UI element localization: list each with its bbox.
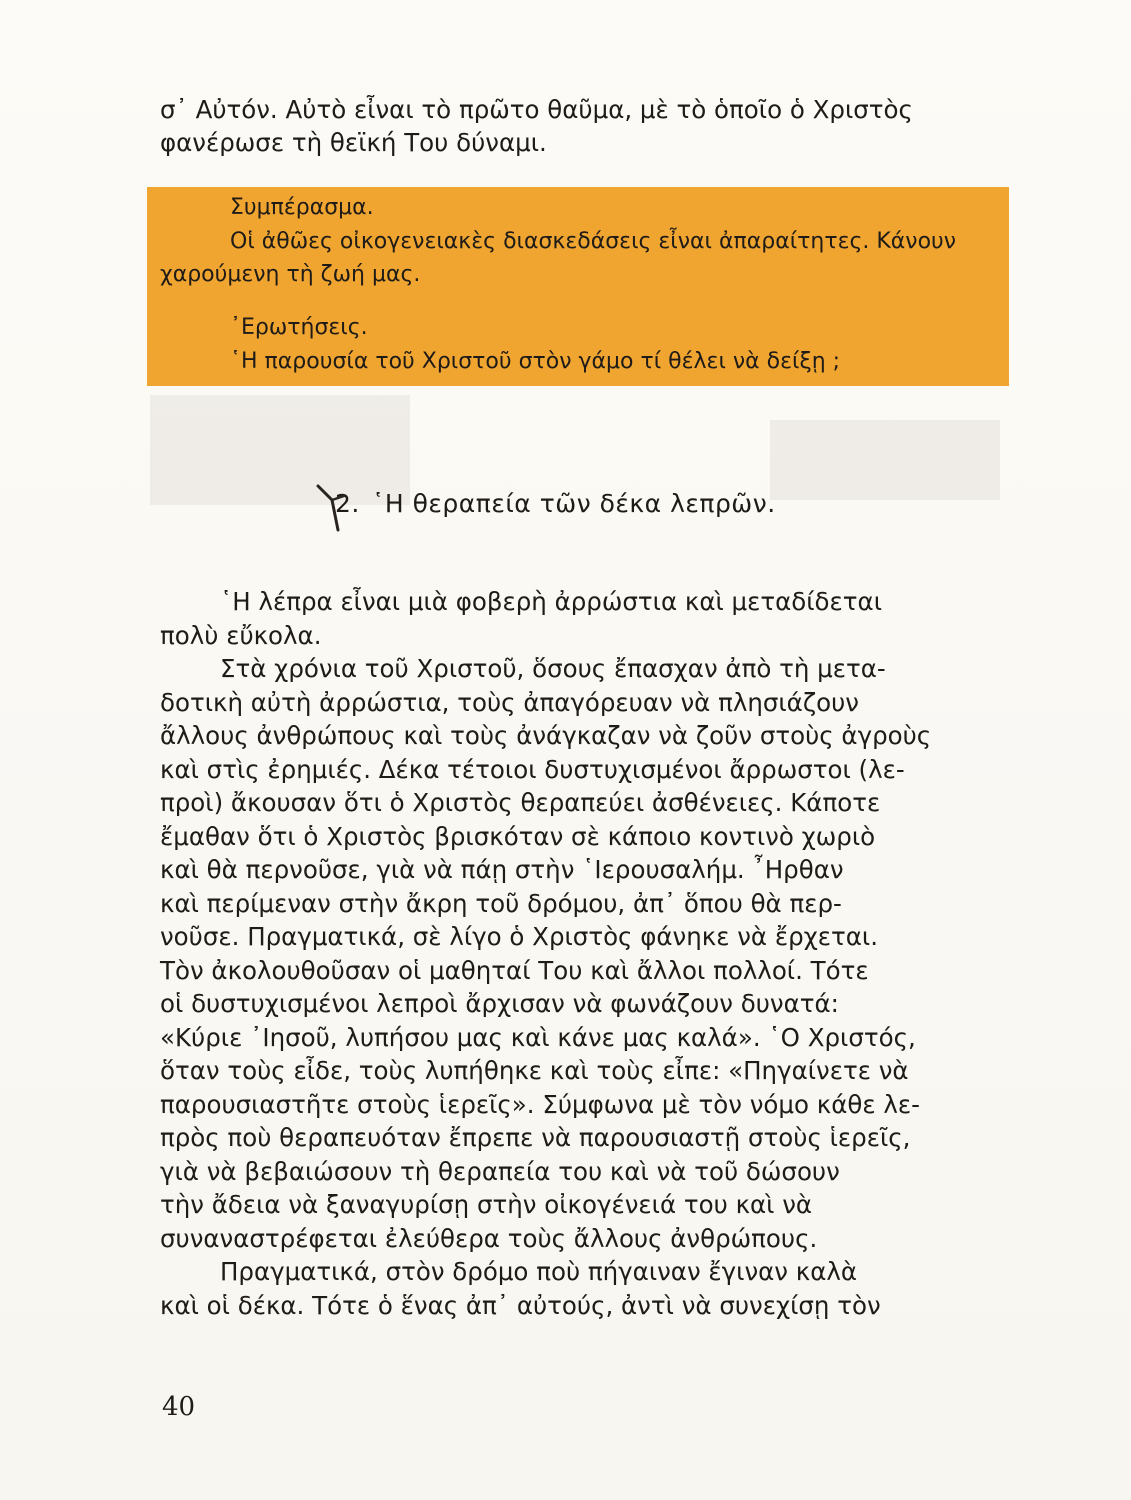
paragraph-line: «Κύριε ᾿Ιησοῦ, λυπήσου μας καὶ κάνε μας καλά». ῾Ο Χριστός,: [160, 1022, 916, 1052]
section-title: ῾Η θεραπεία τῶν δέκα λεπρῶν.: [371, 489, 776, 518]
question-text: ῾Η παρουσία τοῦ Χριστοῦ στὸν γάμο τί θέλει νὰ δείξῃ ;: [230, 349, 841, 374]
paragraph-line: ἔμαθαν ὅτι ὁ Χριστὸς βρισκόταν σὲ κάποιο κοντινὸ χωριὸ: [160, 821, 876, 851]
paragraph-line: ῾Η λέπρα εἶναι μιὰ φοβερὴ ἀρρώστια καὶ μεταδίδεται: [220, 587, 882, 616]
paragraph-line: Τὸν ἀκολουθοῦσαν οἱ μαθηταί Του καὶ ἄλλοι πολλοί. Τότε: [160, 955, 869, 985]
paragraph-line: συναναστρέφεται ἐλεύθερα τοὺς ἄλλους ἀνθρώπους.: [160, 1223, 818, 1253]
paragraph: [160, 652, 1010, 1255]
page-number: 40: [162, 1392, 196, 1422]
paragraph-line: ἄλλους ἀνθρώπους καὶ τοὺς ἀνάγκαζαν νὰ ζοῦν στοὺς ἀγροὺς: [160, 721, 932, 750]
paragraph-line: καὶ στὶς ἐρημιές. Δέκα τέτοιοι δυστυχισμένοι ἄρρωστοι (λε-: [160, 754, 905, 784]
paragraph-line: ὅταν τοὺς εἶδε, τοὺς λυπήθηκε καὶ τοὺς εἶπε: «Πηγαίνετε νὰ: [160, 1056, 909, 1085]
paragraph-line: καὶ οἱ δέκα. Τότε ὁ ἕνας ἀπ᾿ αὐτούς, ἀντὶ νὰ συνεχίσῃ τὸν: [160, 1290, 881, 1320]
paragraph-line: δοτικὴ αὐτὴ ἀρρώστια, τοὺς ἀπαγόρευαν νὰ πλησιάζουν: [160, 687, 859, 717]
conclusion-text: Οἱ ἀθῶες οἰκογενειακὲς διασκεδάσεις εἶναι ἀπαραίτητες. Κάνουν: [230, 229, 957, 254]
paragraph: [160, 1255, 1010, 1322]
paragraph-line: καὶ θὰ περνοῦσε, γιὰ νὰ πάῃ στὴν ῾Ιερουσαλήμ. ῏Ηρθαν: [160, 855, 844, 884]
paragraph-line: Πραγματικά, στὸν δρόμο ποὺ πήγαιναν ἔγιναν καλὰ: [220, 1257, 858, 1286]
pen-checkmark-icon: [314, 478, 354, 538]
paragraph-line: πρὸς ποὺ θεραπευόταν ἔπρεπε νὰ παρουσιαστῇ στοὺς ἱερεῖς,: [160, 1123, 911, 1152]
section-number: 2.: [335, 489, 360, 518]
body-text: [160, 585, 1010, 1322]
conclusion-title: Συμπέρασμα.: [230, 195, 374, 220]
intro-line: φανέρωσε τὴ θεϊκή Του δύναμι.: [160, 128, 547, 157]
questions-title: ᾿Ερωτήσεις.: [230, 315, 368, 340]
paragraph-line: οἱ δυστυχισμένοι λεπροὶ ἄρχισαν νὰ φωνάζουν δυνατά:: [160, 989, 839, 1018]
paragraph-line: Στὰ χρόνια τοῦ Χριστοῦ, ὅσους ἔπασχαν ἀπὸ τὴ μετα-: [220, 654, 886, 683]
paragraph: [160, 585, 1010, 652]
paragraph-line: παρουσιαστῆτε στοὺς ἱερεῖς». Σύμφωνα μὲ τὸν νόμο κάθε λε-: [160, 1089, 920, 1119]
paragraph-line: τὴν ἄδεια νὰ ξαναγυρίσῃ στὴν οἰκογένειά του καὶ νὰ: [160, 1190, 813, 1219]
intro-text: [160, 93, 1010, 159]
paragraph-line: γιὰ νὰ βεβαιώσουν τὴ θεραπεία του καὶ νὰ τοῦ δώσουν: [160, 1156, 840, 1186]
intro-line: σ᾿ Αὐτόν. Αὐτὸ εἶναι τὸ πρῶτο θαῦμα, μὲ τὸ ὁποῖο ὁ Χριστὸς: [160, 95, 913, 124]
section-heading: [335, 484, 776, 524]
paragraph-line: καὶ περίμεναν στὴν ἄκρη τοῦ δρόμου, ἀπ᾿ ὅπου θὰ περ-: [160, 888, 842, 918]
conclusion-text: χαρούμενη τὴ ζωή μας.: [160, 262, 421, 287]
paragraph-line: προὶ) ἄκουσαν ὅτι ὁ Χριστὸς θεραπεύει ἀσθένειες. Κάποτε: [160, 788, 881, 817]
show-through-shadow: [770, 420, 1000, 500]
conclusion-box: [147, 187, 1009, 386]
paragraph-line: πολὺ εὔκολα.: [160, 620, 322, 650]
paragraph-line: νοῦσε. Πραγματικά, σὲ λίγο ὁ Χριστὸς φάνηκε νὰ ἔρχεται.: [160, 922, 879, 951]
